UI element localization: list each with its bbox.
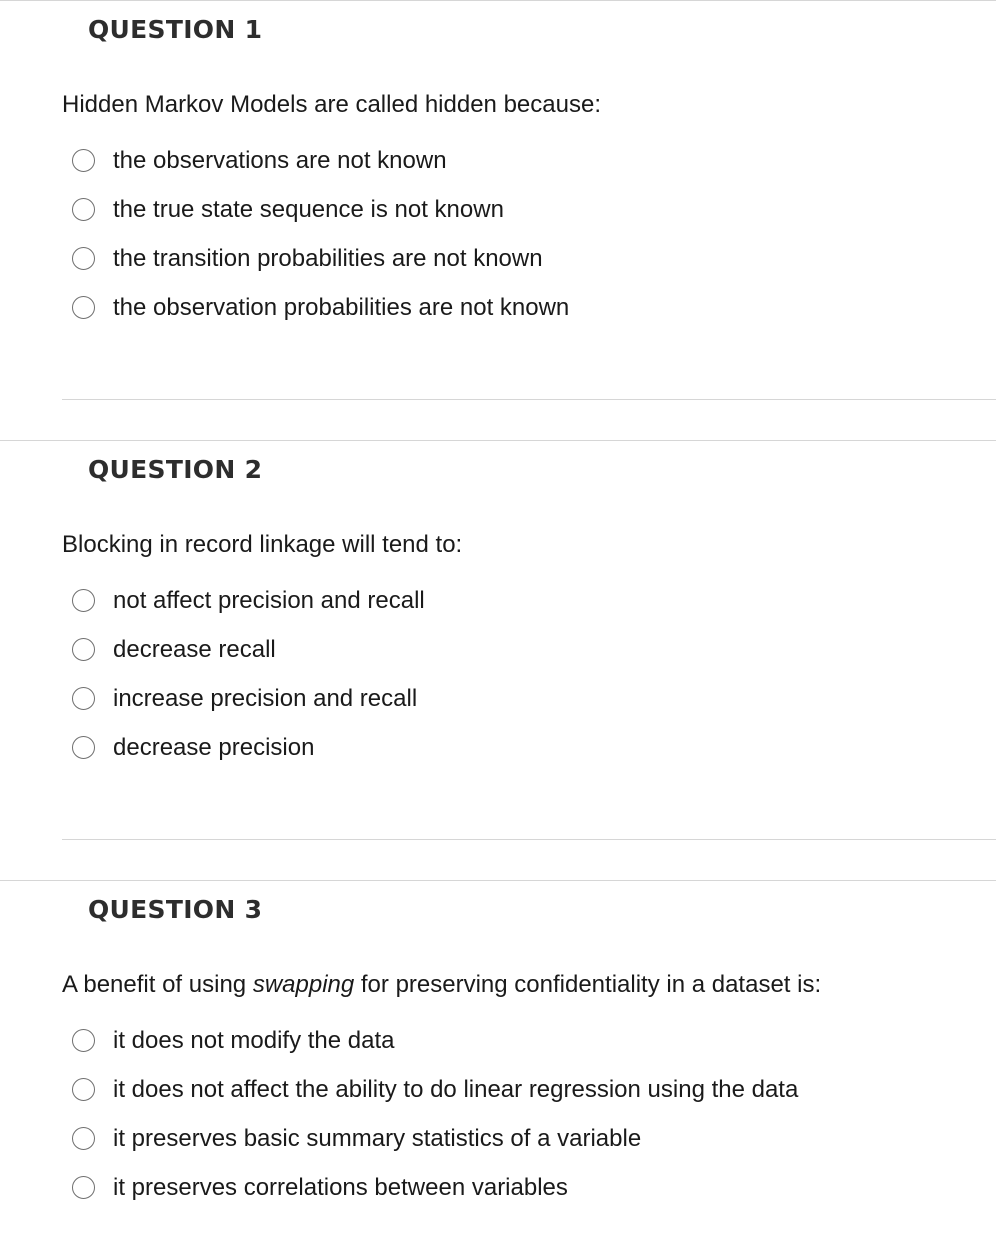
question-prompt: Blocking in record linkage will tend to:: [62, 531, 463, 558]
answer-label[interactable]: increase precision and recall: [113, 684, 418, 712]
answer-option[interactable]: [72, 1114, 798, 1163]
radio-button[interactable]: [72, 1176, 95, 1199]
radio-button[interactable]: [72, 589, 95, 612]
answer-option[interactable]: [72, 1065, 798, 1114]
radio-button[interactable]: [72, 1078, 95, 1101]
radio-button[interactable]: [72, 736, 95, 759]
question-1: [0, 0, 996, 440]
question-prompt-start: A benefit of using: [62, 971, 253, 998]
answer-option[interactable]: [72, 283, 569, 332]
answer-option[interactable]: [72, 723, 425, 772]
radio-button[interactable]: [72, 296, 95, 319]
answer-label[interactable]: the transition probabilities are not known: [113, 244, 543, 272]
answer-option[interactable]: [72, 1163, 798, 1212]
answer-options: [72, 576, 425, 772]
question-divider: [62, 399, 996, 400]
answer-option[interactable]: [72, 234, 569, 283]
question-3: [0, 880, 996, 1252]
question-divider: [62, 839, 996, 840]
answer-option[interactable]: [72, 1016, 798, 1065]
question-prompt-end: for preserving confidentiality in a dataset is:: [354, 971, 822, 998]
answer-label[interactable]: decrease recall: [113, 635, 276, 663]
answer-label[interactable]: the observations are not known: [113, 146, 447, 174]
question-prompt: [62, 971, 821, 999]
question-title: QUESTION 2: [88, 455, 263, 484]
answer-option[interactable]: [72, 136, 569, 185]
question-prompt-emphasis: swapping: [252, 971, 355, 998]
answer-label[interactable]: it preserves correlations between variables: [113, 1173, 568, 1201]
answer-label[interactable]: decrease precision: [113, 733, 315, 761]
radio-button[interactable]: [72, 687, 95, 710]
answer-options: [72, 1016, 798, 1212]
radio-button[interactable]: [72, 149, 95, 172]
answer-options: [72, 136, 569, 332]
question-title: QUESTION 3: [88, 895, 263, 924]
answer-option[interactable]: [72, 185, 569, 234]
question-2: [0, 440, 996, 880]
radio-button[interactable]: [72, 1029, 95, 1052]
answer-label[interactable]: it does not affect the ability to do linear regression using the data: [113, 1075, 799, 1103]
radio-button[interactable]: [72, 638, 95, 661]
radio-button[interactable]: [72, 198, 95, 221]
question-title: QUESTION 1: [88, 15, 263, 44]
answer-option[interactable]: [72, 625, 425, 674]
answer-label[interactable]: the observation probabilities are not known: [113, 293, 570, 321]
answer-label[interactable]: the true state sequence is not known: [113, 195, 504, 223]
answer-label[interactable]: it does not modify the data: [113, 1026, 395, 1054]
radio-button[interactable]: [72, 1127, 95, 1150]
radio-button[interactable]: [72, 247, 95, 270]
answer-label[interactable]: not affect precision and recall: [113, 586, 425, 614]
answer-option[interactable]: [72, 674, 425, 723]
answer-label[interactable]: it preserves basic summary statistics of a variable: [113, 1124, 642, 1152]
question-prompt: Hidden Markov Models are called hidden because:: [62, 91, 601, 118]
answer-option[interactable]: [72, 576, 425, 625]
